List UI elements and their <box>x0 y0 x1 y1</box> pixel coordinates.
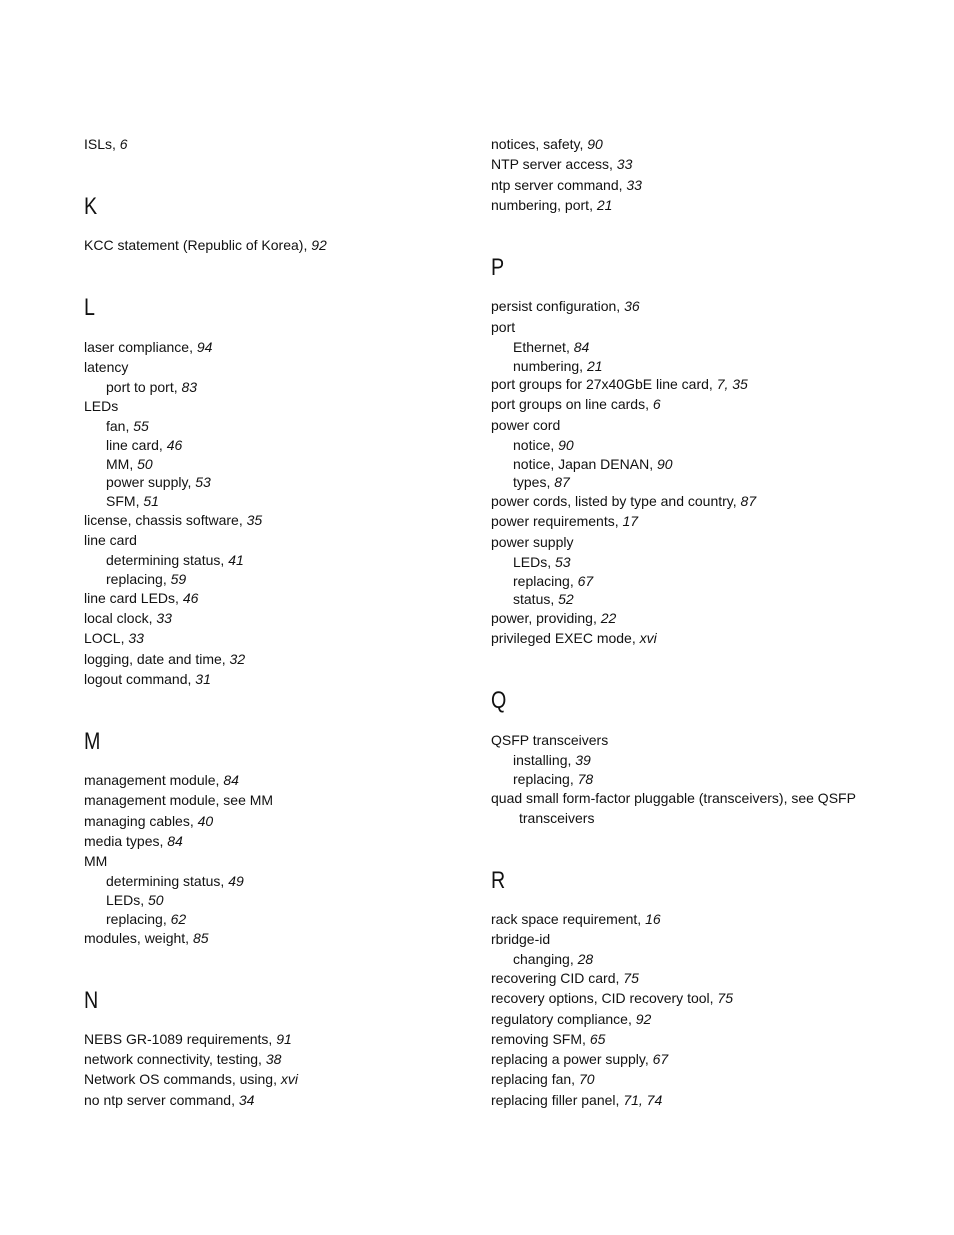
index-entry <box>491 990 733 1007</box>
page-reference[interactable]: 70 <box>578 1071 595 1087</box>
index-entry <box>84 853 107 870</box>
index-subentry <box>106 379 197 396</box>
page-reference[interactable]: 21 <box>586 358 603 374</box>
index-entry <box>84 1092 254 1109</box>
index-term: replacing <box>513 771 570 787</box>
page-separator: , <box>616 298 625 314</box>
index-subentry <box>513 752 591 769</box>
page-separator: , <box>129 456 138 472</box>
page-separator: , <box>187 474 196 490</box>
page-reference[interactable]: 50 <box>137 456 153 472</box>
index-term: numbering, port <box>491 197 590 213</box>
index-term: line card LEDs <box>84 590 176 606</box>
page-separator: , <box>189 813 198 829</box>
page-separator: , <box>627 1011 636 1027</box>
index-term: port to port <box>106 379 174 395</box>
index-entry <box>491 177 642 194</box>
page-separator: , <box>569 951 578 967</box>
page-separator: , <box>579 136 588 152</box>
index-subentry <box>513 591 574 608</box>
page-separator: , <box>303 237 312 253</box>
index-entry <box>491 911 661 928</box>
page-reference[interactable]: 67 <box>577 573 594 589</box>
page-separator: , <box>148 610 157 626</box>
page-reference[interactable]: 33 <box>128 630 144 646</box>
page-separator: , <box>631 630 640 646</box>
index-letter-heading: K <box>84 193 98 220</box>
page-reference[interactable]: 35 <box>246 512 263 528</box>
page-reference[interactable]: 94 <box>196 339 213 355</box>
page-reference[interactable]: 32 <box>229 651 246 667</box>
index-subentry <box>106 571 186 588</box>
index-term: notice, Japan DENAN <box>513 456 650 472</box>
page-reference[interactable]: 34 <box>238 1092 255 1108</box>
index-term: local clock <box>84 610 149 626</box>
index-term: QSFP transceivers <box>491 732 609 748</box>
page-reference[interactable]: 6 <box>652 396 661 412</box>
page-separator: , <box>215 772 224 788</box>
index-term: power supply <box>491 534 574 550</box>
page-reference[interactable]: 40 <box>197 813 214 829</box>
index-term: line card <box>84 532 137 548</box>
page-separator: , <box>135 493 144 509</box>
page-separator: , <box>221 651 230 667</box>
page-separator: , <box>732 493 741 509</box>
page-separator: , <box>637 911 646 927</box>
index-term: management module, see MM <box>84 792 274 808</box>
page-separator: , <box>258 1051 266 1067</box>
page-reference[interactable]: 87 <box>740 493 757 509</box>
page-reference[interactable]: 85 <box>192 930 209 946</box>
page-reference[interactable]: 17 <box>622 513 639 529</box>
index-term: privileged EXEC mode <box>491 630 632 646</box>
index-subentry <box>513 771 593 788</box>
index-entry <box>84 512 262 529</box>
index-term: types <box>513 474 547 490</box>
page-separator: , <box>173 379 182 395</box>
page-reference[interactable]: 33 <box>626 177 642 193</box>
page-separator: , <box>615 1092 624 1108</box>
page-reference[interactable]: 39 <box>575 752 591 768</box>
page-separator: , <box>645 396 653 412</box>
page-reference[interactable]: xvi <box>639 630 657 646</box>
index-entry <box>84 237 327 254</box>
index-term: logging, date and time <box>84 651 222 667</box>
page-separator: , <box>268 1031 277 1047</box>
index-subentry <box>513 573 593 590</box>
index-term: KCC statement (Republic of Korea) <box>84 237 304 253</box>
index-subentry <box>513 456 673 473</box>
index-subentry <box>513 437 574 454</box>
page-separator: , <box>159 833 168 849</box>
page-separator: , <box>162 911 171 927</box>
page-separator: , <box>550 437 559 453</box>
index-entry <box>84 398 118 415</box>
index-subentry <box>106 873 244 890</box>
index-term: fan <box>106 418 126 434</box>
index-subentry <box>106 418 149 435</box>
page-reference[interactable]: 59 <box>170 571 187 587</box>
index-subentry <box>513 474 570 491</box>
page-separator: , <box>618 177 627 193</box>
index-entry <box>491 197 612 214</box>
index-entry <box>491 790 856 807</box>
page-reference[interactable]: 6 <box>119 136 128 152</box>
index-letter-heading: P <box>491 254 505 281</box>
index-term: port groups for 27x40GbE line card <box>491 376 709 392</box>
index-entry <box>491 1031 605 1048</box>
index-entry <box>491 298 640 315</box>
page-separator: , <box>571 1071 579 1087</box>
index-term: ISLs <box>84 136 113 152</box>
page-reference[interactable]: 62 <box>170 911 187 927</box>
index-entry <box>84 772 239 789</box>
index-term: NTP server access <box>491 156 609 172</box>
index-term: SFM <box>106 493 136 509</box>
page-separator: , <box>609 156 617 172</box>
index-term: rbridge-id <box>491 931 551 947</box>
index-subentry <box>513 339 589 356</box>
index-term: line card <box>106 437 159 453</box>
page-reference[interactable]: 92 <box>635 1011 652 1027</box>
index-term: latency <box>84 359 129 375</box>
page-reference[interactable]: 50 <box>148 892 164 908</box>
index-entry <box>84 671 211 688</box>
index-subentry <box>106 552 244 569</box>
index-entry <box>491 513 638 530</box>
index-entry <box>491 1071 595 1088</box>
page-separator: , <box>567 752 576 768</box>
page-reference[interactable]: 28 <box>577 951 594 967</box>
index-term: MM <box>84 853 108 869</box>
index-entry <box>491 931 550 948</box>
page-separator: , <box>615 970 624 986</box>
index-letter-heading: L <box>84 294 95 321</box>
page-reference[interactable]: 84 <box>573 339 590 355</box>
page-reference[interactable]: 65 <box>589 1031 606 1047</box>
index-term: Ethernet <box>513 339 566 355</box>
index-subentry <box>106 911 186 928</box>
index-term: installing <box>513 752 568 768</box>
index-term: logout command <box>84 671 188 687</box>
index-entry <box>84 630 144 647</box>
index-entry <box>84 136 128 153</box>
page-separator: , <box>565 339 574 355</box>
page-separator: , <box>546 474 555 490</box>
page-separator: , <box>550 591 559 607</box>
page-reference[interactable]: 51 <box>143 493 159 509</box>
index-term: no ntp server command <box>84 1092 232 1108</box>
index-term: ntp server command <box>491 177 619 193</box>
page-reference[interactable]: 46 <box>182 590 199 606</box>
index-letter-heading: N <box>84 987 99 1014</box>
index-term: management module <box>84 772 216 788</box>
page-separator: , <box>592 610 601 626</box>
index-entry <box>84 339 212 356</box>
index-term: power cord <box>491 417 561 433</box>
page-separator: , <box>220 552 229 568</box>
index-term: regulatory compliance <box>491 1011 628 1027</box>
index-term: power supply <box>106 474 188 490</box>
index-entry <box>491 970 639 987</box>
index-term: replacing filler panel <box>491 1092 616 1108</box>
index-entry <box>491 376 748 393</box>
index-term: managing cables <box>84 813 190 829</box>
index-entry <box>84 833 183 850</box>
page-reference[interactable]: 53 <box>555 554 571 570</box>
page-reference[interactable]: 36 <box>624 298 640 314</box>
page-reference[interactable]: 90 <box>587 136 603 152</box>
index-entry-continuation <box>519 810 594 827</box>
page-separator: , <box>579 358 587 374</box>
page-reference[interactable]: 38 <box>265 1051 282 1067</box>
index-term: replacing <box>513 573 570 589</box>
index-term: persist configuration <box>491 298 617 314</box>
page-separator: , <box>125 418 134 434</box>
index-term: port groups on line cards <box>491 396 646 412</box>
page-reference[interactable]: 84 <box>223 772 239 788</box>
page-reference[interactable]: 90 <box>656 456 673 472</box>
page-reference[interactable]: 67 <box>652 1051 669 1067</box>
index-term: determining status <box>106 552 221 568</box>
page-reference[interactable]: 33 <box>156 610 172 626</box>
index-entry <box>84 813 213 830</box>
page-separator: , <box>547 554 556 570</box>
index-letter-heading: R <box>491 867 506 894</box>
index-entry <box>84 651 245 668</box>
index-subentry <box>106 456 153 473</box>
index-entry <box>491 732 608 749</box>
index-entry <box>84 359 128 376</box>
page-separator: , <box>220 873 229 889</box>
page-reference[interactable]: 46 <box>166 437 183 453</box>
page-separator: , <box>185 930 193 946</box>
index-entry <box>84 792 273 809</box>
index-term: notice <box>513 437 551 453</box>
index-subentry <box>106 892 164 909</box>
page-reference[interactable]: 16 <box>645 911 661 927</box>
page-reference[interactable]: 7, 35 <box>716 376 748 392</box>
index-entry <box>491 136 603 153</box>
index-term: Network OS commands, using <box>84 1071 274 1087</box>
page-reference[interactable]: 52 <box>558 591 574 607</box>
page-reference[interactable]: 31 <box>195 671 211 687</box>
page-separator: , <box>231 1092 239 1108</box>
index-term: recovery options, CID recovery tool <box>491 990 710 1006</box>
page-reference[interactable]: 75 <box>717 990 733 1006</box>
page-separator: , <box>158 437 167 453</box>
index-entry <box>491 156 632 173</box>
index-subentry <box>513 554 571 571</box>
page-reference[interactable]: 78 <box>577 771 594 787</box>
index-term: LEDs <box>106 892 141 908</box>
index-entry <box>84 930 209 947</box>
page-separator: , <box>709 990 718 1006</box>
index-entry <box>84 1071 298 1088</box>
page-separator: , <box>649 456 657 472</box>
index-entry <box>491 630 657 647</box>
index-subentry <box>106 437 182 454</box>
index-entry <box>491 396 661 413</box>
page-separator: , <box>589 197 597 213</box>
page-separator: , <box>112 136 120 152</box>
page-reference[interactable]: 22 <box>600 610 617 626</box>
index-subentry <box>513 358 603 375</box>
index-term: rack space requirement <box>491 911 638 927</box>
index-term: numbering <box>513 358 580 374</box>
index-term: quad small form-factor pluggable (transceivers), see QSFP <box>491 790 856 806</box>
index-term: transceivers <box>519 810 595 826</box>
page-reference[interactable]: 53 <box>195 474 211 490</box>
page-reference[interactable]: 21 <box>596 197 613 213</box>
page-separator: , <box>120 630 129 646</box>
index-term: removing SFM <box>491 1031 583 1047</box>
index-term: replacing <box>106 571 163 587</box>
index-entry <box>491 610 616 627</box>
page-reference[interactable]: 92 <box>311 237 327 253</box>
page-reference[interactable]: 75 <box>623 970 639 986</box>
index-term: LEDs <box>513 554 548 570</box>
index-entry <box>84 1031 292 1048</box>
index-entry <box>491 319 515 336</box>
index-term: laser compliance <box>84 339 190 355</box>
index-entry <box>84 590 198 607</box>
page-separator: , <box>614 513 623 529</box>
index-letter-heading: M <box>84 728 101 755</box>
index-term: power cords, listed by type and country <box>491 493 733 509</box>
page-separator: , <box>238 512 247 528</box>
index-term: MM <box>106 456 130 472</box>
page-separator: , <box>569 771 578 787</box>
index-term: status <box>513 591 551 607</box>
page-reference[interactable]: 87 <box>554 474 570 490</box>
page-reference[interactable]: 84 <box>167 833 183 849</box>
page-reference[interactable]: xvi <box>280 1071 298 1087</box>
index-term: LEDs <box>84 398 119 414</box>
index-entry <box>491 1051 668 1068</box>
index-term: media types <box>84 833 160 849</box>
index-entry <box>491 1011 651 1028</box>
page-separator: , <box>140 892 149 908</box>
index-term: network connectivity, testing <box>84 1051 259 1067</box>
index-term: replacing a power supply <box>491 1051 645 1067</box>
index-term: replacing <box>106 911 163 927</box>
index-subentry <box>106 474 211 491</box>
page-separator: , <box>162 571 171 587</box>
page-reference[interactable]: 33 <box>616 156 633 172</box>
page-separator: , <box>189 339 197 355</box>
index-entry <box>84 532 137 549</box>
page-separator: , <box>644 1051 653 1067</box>
index-term: replacing fan <box>491 1071 572 1087</box>
index-term: power, providing <box>491 610 593 626</box>
index-term: license, chassis software <box>84 512 239 528</box>
index-term: port <box>491 319 516 335</box>
index-subentry <box>106 493 159 510</box>
index-term: modules, weight <box>84 930 186 946</box>
page-reference[interactable]: 90 <box>558 437 574 453</box>
index-entry <box>84 1051 281 1068</box>
page-separator: , <box>708 376 717 392</box>
page-reference[interactable]: 83 <box>181 379 198 395</box>
page-separator: , <box>175 590 183 606</box>
index-subentry <box>513 951 593 968</box>
index-entry <box>491 1092 662 1109</box>
index-entry <box>491 534 574 551</box>
index-term: power requirements <box>491 513 615 529</box>
page-reference[interactable]: 55 <box>133 418 149 434</box>
page-separator: , <box>582 1031 590 1047</box>
index-entry <box>491 417 560 434</box>
page-separator: , <box>187 671 196 687</box>
index-term: determining status <box>106 873 221 889</box>
page-separator: , <box>569 573 578 589</box>
page-separator: , <box>273 1071 281 1087</box>
index-letter-heading: Q <box>491 687 507 714</box>
index-term: notices, safety <box>491 136 580 152</box>
index-term: changing <box>513 951 570 967</box>
page-reference[interactable]: 71, 74 <box>623 1092 663 1108</box>
index-term: recovering CID card <box>491 970 616 986</box>
index-entry <box>84 610 172 627</box>
page-reference[interactable]: 41 <box>228 552 244 568</box>
index-entry <box>491 493 756 510</box>
page-reference[interactable]: 49 <box>228 873 244 889</box>
index-term: LOCL <box>84 630 121 646</box>
page-reference[interactable]: 91 <box>276 1031 292 1047</box>
index-term: NEBS GR-1089 requirements <box>84 1031 269 1047</box>
